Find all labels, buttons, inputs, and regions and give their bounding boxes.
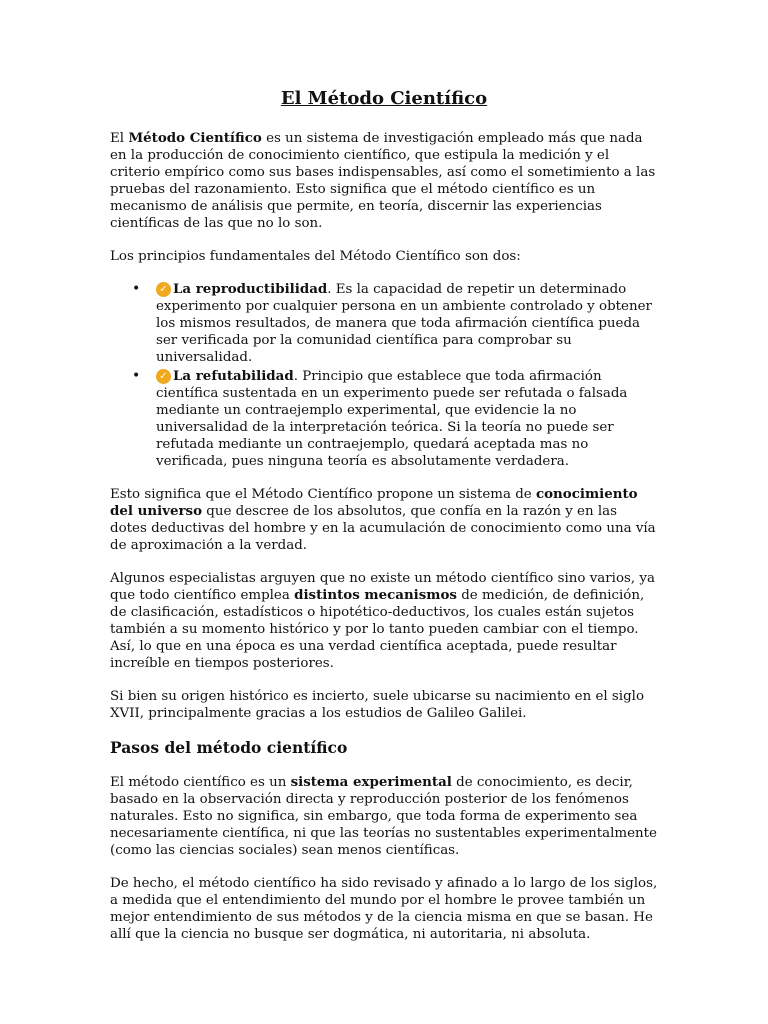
paragraph-text-1: Esto significa que el Método Científico propone un sistema de bbox=[110, 487, 536, 502]
principles-intro-paragraph: Los principios fundamentales del Método Científico son dos: bbox=[110, 249, 521, 264]
principle-term: La reproductibilidad bbox=[173, 281, 328, 297]
bullet-icon: • bbox=[132, 368, 141, 384]
paragraph-text-1: El método científico es un bbox=[110, 775, 291, 790]
paragraph-conclusion: De hecho, el método científico ha sido revisado y afinado a lo largo de los siglos, a medida que el entendimiento del mundo por el hombre le provee también un mejor entendimiento de sus métodos y de la ciencia misma en que se basan. He allí que la ciencia no busque ser dogmática, ni autoritaria, ni absoluta. bbox=[110, 876, 658, 942]
intro-text-2: es un sistema de investigación empleado más que nada en la producción de conocimiento científico, que estipula la medición y el criterio empírico como sus bases indispensables, así como el sometimiento a las pruebas del razonamiento. Esto significa que el método científico es un mecanismo de análisis que permite, en teoría, discernir las experiencias científicas de las que no lo son. bbox=[110, 131, 656, 231]
page-title: El Método Científico bbox=[280, 88, 488, 109]
intro-text-1: El bbox=[110, 131, 129, 146]
section-heading: Pasos del método científico bbox=[110, 738, 348, 757]
paragraph-bold-term: sistema experimental bbox=[290, 774, 452, 790]
principle-text: . Es la capacidad de repetir un determinado experimento por cualquier persona en un ambiente controlado y obtener los mismos resultados, de manera que toda afirmación científica pueda ser verificada por la comunidad científica para comprobar su universalidad. bbox=[156, 282, 652, 365]
document-body bbox=[110, 88, 658, 959]
list-item bbox=[132, 281, 658, 366]
paragraph-mechanisms bbox=[110, 570, 658, 672]
paragraph-text-2: de conocimiento, es decir, basado en la observación directa y reproducción posterior de los fenómenos naturales. Esto no significa, sin embargo, que toda forma de experimento sea necesariamente científica, ni que las teorías no sustentables experimentalmente (como las ciencias sociales) sean menos científicas. bbox=[110, 775, 657, 858]
paragraph-universe bbox=[110, 486, 658, 554]
bullet-icon: • bbox=[132, 281, 141, 297]
principle-term: La refutabilidad bbox=[173, 368, 294, 384]
list-item bbox=[132, 368, 658, 470]
paragraph-bold-term: conocimiento del universo bbox=[110, 486, 638, 519]
paragraph-text-2: que descree de los absolutos, que confía en la razón y en las dotes deductivas del hombre y en la acumulación de conocimiento como una vía de aproximación a la verdad. bbox=[110, 504, 656, 553]
intro-paragraph bbox=[110, 130, 658, 232]
principle-text: . Principio que establece que toda afirmación científica sustentada en un experimento puede ser refutada o falsada mediante un contraejemplo experimental, que evidencie la no universalidad de la interpretación teórica. Si la teoría no puede ser refutada mediante un contraejemplo, quedará aceptada mas no verificada, pues ninguna teoría es absolutamente verdadera. bbox=[156, 369, 628, 469]
check-circle-icon: ✓ bbox=[156, 369, 171, 384]
paragraph-bold-term: distintos mecanismos bbox=[294, 587, 457, 603]
paragraph-origin: Si bien su origen histórico es incierto, suele ubicarse su nacimiento en el siglo XVII, principalmente gracias a los estudios de Galileo Galilei. bbox=[110, 689, 645, 721]
paragraph-text-2: de medición, de definición, de clasificación, estadísticos o hipotético-deductivos, los cuales están sujetos también a su momento histórico y por lo tanto pueden cambiar con el tiempo. Así, lo que en una época es una verdad científica aceptada, puede resultar increíble en tiempos posteriores. bbox=[110, 588, 645, 671]
paragraph-experimental bbox=[110, 774, 658, 859]
check-circle-icon: ✓ bbox=[156, 282, 171, 297]
paragraph-text-1: Algunos especialistas arguyen que no existe un método científico sino varios, ya que todo científico emplea bbox=[110, 571, 655, 603]
principles-list bbox=[110, 281, 658, 470]
intro-bold-term: Método Científico bbox=[128, 130, 262, 146]
